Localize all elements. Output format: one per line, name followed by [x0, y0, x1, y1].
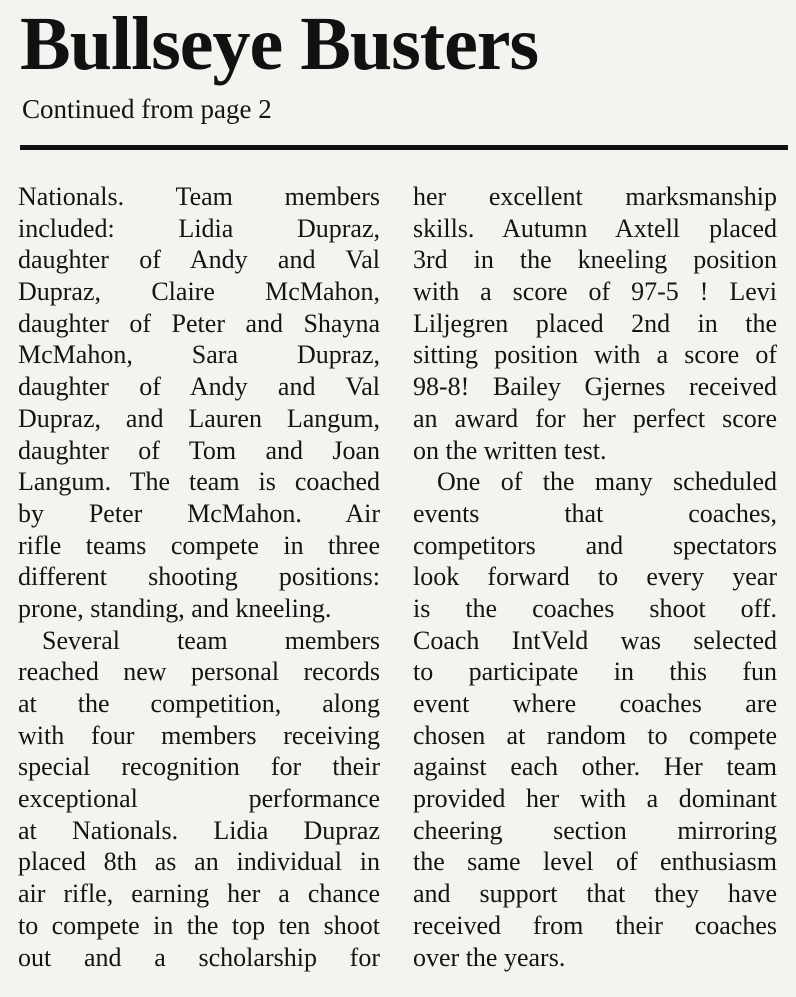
text-line: Nationals. Team members — [18, 182, 380, 211]
text-line: exceptional performance — [18, 784, 380, 814]
article-column-left — [18, 181, 380, 973]
text-line: skills. Autumn Axtell placed — [413, 213, 777, 243]
text-line: is the coaches shoot off. — [413, 593, 777, 623]
text-line: with a score of 97-5 ! Levi — [413, 277, 777, 307]
text-line: by Peter McMahon. Air — [18, 498, 380, 528]
text-line: 98-8! Bailey Gjernes received — [413, 372, 777, 402]
text-line: provided her with a dominant — [413, 784, 777, 814]
text-line: sitting position with a score of — [413, 340, 777, 370]
headline: Bullseye Busters — [20, 2, 539, 86]
text-line: at Nationals. Lidia Dupraz — [18, 815, 380, 845]
text-line: Dupraz, Claire McMahon, — [18, 277, 380, 307]
text-line: against each other. Her team — [413, 752, 777, 782]
text-line: event where coaches are — [413, 689, 777, 718]
text-line: on the written test. — [413, 435, 607, 465]
text-line: McMahon, Sara Dupraz, — [18, 340, 380, 370]
text-line: daughter of Andy and Val — [18, 372, 380, 402]
text-line: her excellent marksmanship — [413, 182, 777, 211]
text-line: out and a scholarship for — [18, 942, 380, 972]
text-line: received from their coaches — [413, 910, 777, 940]
text-line: look forward to every year — [413, 562, 777, 592]
text-line: placed 8th as an individual in — [18, 847, 380, 877]
text-line: the same level of enthusiasm — [413, 847, 777, 877]
text-line: special recognition for their — [18, 752, 380, 782]
text-line: an award for her perfect score — [413, 403, 777, 433]
text-line: competitors and spectators — [413, 530, 777, 560]
text-line: 3rd in the kneeling position — [413, 245, 777, 275]
text-line: daughter of Tom and Joan — [18, 435, 380, 465]
text-line: reached new personal records — [18, 657, 380, 687]
text-line: Coach IntVeld was selected — [413, 625, 777, 655]
text-line: Several team members — [42, 625, 380, 655]
text-line: to participate in this fun — [413, 657, 777, 687]
text-line: over the years. — [413, 942, 566, 972]
text-line: rifle teams compete in three — [18, 530, 380, 560]
text-line: Langum. The team is coached — [18, 467, 380, 497]
text-line: daughter of Peter and Shayna — [18, 308, 380, 338]
text-line: air rifle, earning her a chance — [18, 879, 380, 909]
text-line: daughter of Andy and Val — [18, 245, 380, 275]
text-line: with four members receiving — [18, 720, 380, 750]
text-line: One of the many scheduled — [437, 467, 777, 497]
text-line: different shooting positions: — [18, 562, 380, 592]
text-line: prone, standing, and kneeling. — [18, 593, 332, 623]
continued-note: Continued from page 2 — [22, 94, 272, 124]
text-line: included: Lidia Dupraz, — [18, 213, 380, 243]
text-line: to compete in the top ten shoot — [18, 910, 380, 940]
text-line: and support that they have — [413, 879, 777, 909]
text-line: events that coaches, — [413, 498, 777, 528]
article-column-right — [413, 181, 777, 973]
text-line: Liljegren placed 2nd in the — [413, 308, 777, 338]
text-line: chosen at random to compete — [413, 720, 777, 750]
text-line: Dupraz, and Lauren Langum, — [18, 403, 380, 433]
headline-divider — [20, 145, 788, 150]
text-line: cheering section mirroring — [413, 815, 777, 845]
text-line: at the competition, along — [18, 689, 380, 718]
